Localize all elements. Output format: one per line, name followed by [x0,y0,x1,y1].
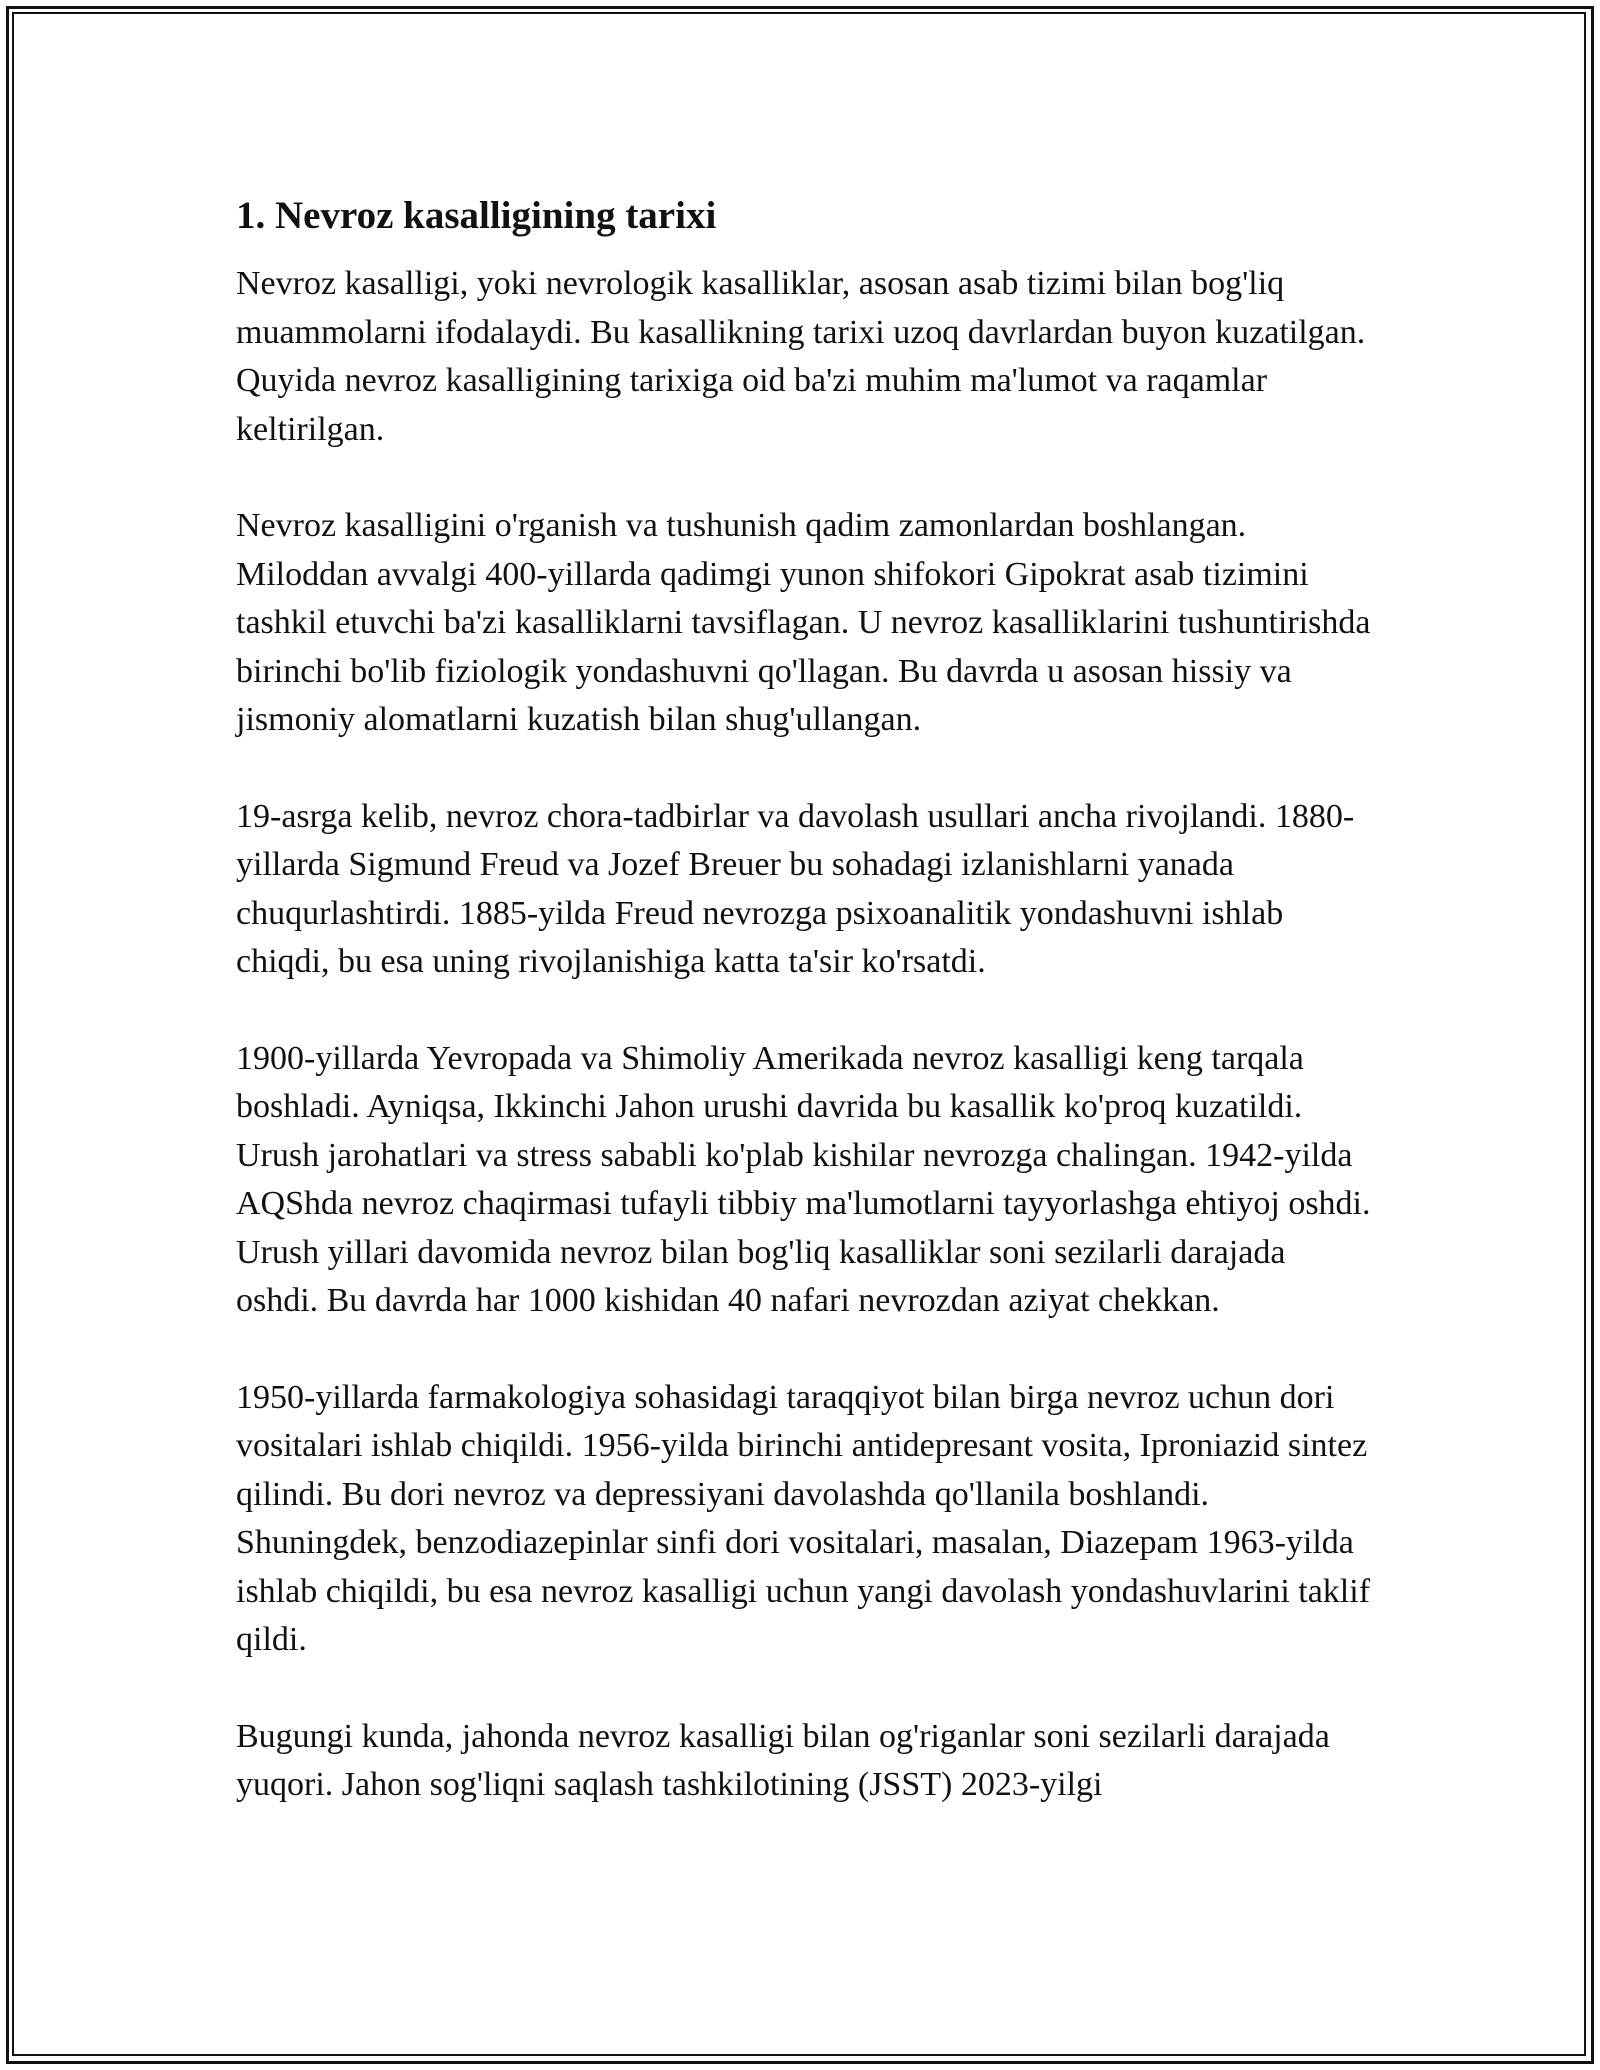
paragraph-1900s: 1900-yillarda Yevropada va Shimoliy Amerikada nevroz kasalligi keng tarqala boshladi. Ayniqsa, Ikkinchi Jahon urushi davrida bu kasallik ko'proq kuzatildi. Urush jarohatlari va stress sababli ko'plab kishilar nevrozga chalingan. 1942-yilda AQShda nevroz chaqirmasi tufayli tibbiy ma'lumotlarni tayyorlashga ehtiyoj oshdi. Urush yillari davomida nevroz bilan bog'liq kasalliklar soni sezilarli darajada oshdi. Bu davrda har 1000 kishidan 40 nafari nevrozdan aziyat chekkan. [236,1039,1371,1319]
paragraph-ancient-history: Nevroz kasalligini o'rganish va tushunish qadim zamonlardan boshlangan. Miloddan avvalgi 400-yillarda qadimgi yunon shifokori Gipokrat asab tizimini tashkil etuvchi ba'zi kasalliklarni tavsiflagan. U nevroz kasalliklarini tushuntirishda birinchi bo'lib fiziologik yondashuvni qo'llagan. Bu davrda u asosan hissiy va jismoniy alomatlarni kuzatish bilan shug'ullangan. [236,507,1371,738]
paragraph-introduction: Nevroz kasalligi, yoki nevrologik kasalliklar, asosan asab tizimi bilan bog'liq muammolarni ifodalaydi. Bu kasallikning tarixi uzoq davrlardan buyon kuzatilgan. Quyida nevroz kasalligining tarixiga oid ba'zi muhim ma'lumot va raqamlar keltirilgan. [236,265,1366,448]
document-body [236,190,1376,1858]
paragraph-19th-century: 19-asrga kelib, nevroz chora-tadbirlar va davolash usullari ancha rivojlandi. 1880-yillarda Sigmund Freud va Jozef Breuer bu sohadagi izlanishlarni yanada chuqurlashtirdi. 1885-yilda Freud nevrozga psixoanalitik yondashuvni ishlab chiqdi, bu esa uning rivojlanishiga katta ta'sir ko'rsatdi. [236,797,1355,980]
paragraph-1950s: 1950-yillarda farmakologiya sohasidagi taraqqiyot bilan birga nevroz uchun dori vositalari ishlab chiqildi. 1956-yilda birinchi antidepresant vosita, Iproniazid sintez qilindi. Bu dori nevroz va depressiyani davolashda qo'llanila boshlandi. Shuningdek, benzodiazepinlar sinfi dori vositalari, masalan, Diazepam 1963-yilda ishlab chiqildi, bu esa nevroz kasalligi uchun yangi davolash yondashuvlarini taklif qildi. [236,1378,1371,1658]
paragraph-today: Bugungi kunda, jahonda nevroz kasalligi bilan og'riganlar soni sezilarli darajada yuqori. Jahon sog'liqni saqlash tashkilotining (JSST) 2023-yilgi [236,1717,1330,1803]
section-heading: 1. Nevroz kasalligining tarixi [236,194,717,237]
